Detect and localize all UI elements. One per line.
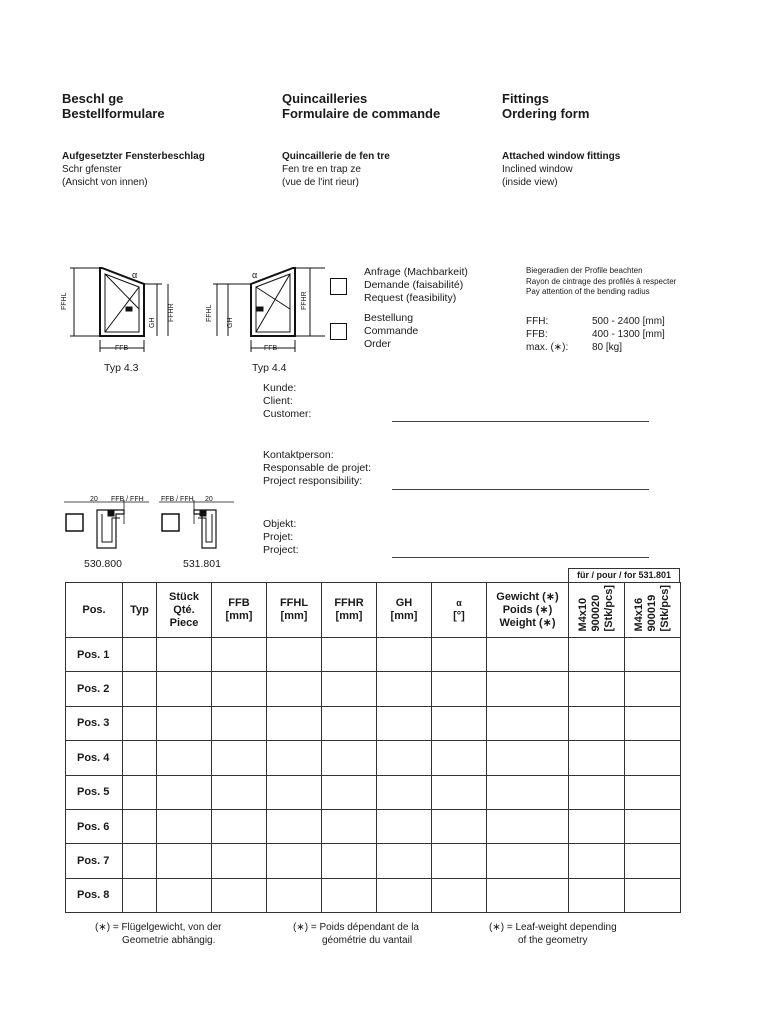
typ44-ffhl-label: FFHL [206, 304, 213, 322]
cell[interactable] [377, 809, 432, 843]
customer-en: Customer: [263, 408, 312, 420]
subheader-de-l2: Schr gfenster [62, 164, 122, 175]
customer-fr: Client: [263, 395, 293, 407]
footer-fr [293, 921, 419, 947]
subheader-fr-title: Quincaillerie de fen tre [282, 151, 390, 162]
typ43-ffhl-label: FFHL [61, 292, 68, 310]
table-note-header: für / pour / for 531.801 [568, 568, 680, 582]
col-gh-unit: [mm] [390, 610, 418, 622]
cell[interactable] [487, 741, 569, 775]
cell[interactable] [267, 638, 322, 672]
typ44-ffhr-label: FFHR [301, 291, 308, 310]
typ43-caption: Typ 4.3 [104, 362, 139, 374]
limit-ffh [526, 315, 686, 328]
row-pos-label: Pos. 6 [66, 809, 123, 843]
col-m4x10 [569, 583, 625, 638]
cell[interactable] [432, 672, 487, 706]
typ44-ffb-label: FFB [264, 345, 278, 352]
note-en: Pay attention of the bending radius [526, 287, 650, 296]
cell[interactable] [123, 672, 157, 706]
customer-input-line[interactable] [392, 421, 649, 422]
profile-530800-dim2: FFB / FFH [111, 496, 144, 503]
profile-530800-dim1: 20 [90, 496, 98, 503]
contact-en: Project responsibility: [263, 475, 363, 487]
table-row [66, 878, 681, 912]
request-checkbox[interactable] [330, 278, 347, 295]
col-ffhl-unit: [mm] [280, 610, 308, 622]
cell[interactable] [212, 706, 267, 740]
cell[interactable] [212, 672, 267, 706]
cell[interactable] [123, 775, 157, 809]
footer-fr-mark: (∗) = [293, 922, 317, 933]
request-fr: Demande (faisabilité) [364, 279, 464, 291]
window-diagrams [60, 262, 330, 380]
order-en: Order [364, 338, 391, 350]
cell[interactable] [625, 672, 681, 706]
limit-ffb-value: 400 - 1300 [mm] [592, 329, 665, 340]
col-qty-de: Stück [169, 590, 199, 603]
col-typ: Typ [123, 583, 157, 638]
row-pos-label: Pos. 7 [66, 844, 123, 878]
footer-de [95, 921, 222, 947]
cell[interactable] [157, 638, 212, 672]
cell[interactable] [487, 706, 569, 740]
customer-de: Kunde: [263, 382, 297, 394]
limits [526, 315, 686, 354]
cell[interactable] [322, 638, 377, 672]
subheader-fr [282, 150, 390, 189]
cell[interactable] [157, 706, 212, 740]
cell[interactable] [123, 741, 157, 775]
subheader-en-l2: Inclined window [502, 164, 573, 175]
cell[interactable] [487, 672, 569, 706]
cell[interactable] [267, 775, 322, 809]
cell[interactable] [625, 844, 681, 878]
col-m4x10-label: M4x10 900020 [Stk/pcs] [577, 584, 615, 632]
cell[interactable] [212, 844, 267, 878]
header-de [62, 91, 165, 121]
col-weight-fr: Poids (∗) [502, 603, 553, 616]
profile-diagrams [64, 490, 234, 552]
table-header-row [66, 583, 681, 638]
col-ffb [212, 583, 267, 638]
note-fr: Rayon de cintrage des profilés à respecter [526, 276, 677, 286]
typ43-gh-label: GH [149, 317, 156, 328]
cell[interactable] [569, 741, 625, 775]
cell[interactable] [322, 844, 377, 878]
col-ffb-name: FFB [228, 597, 250, 609]
cell[interactable] [212, 638, 267, 672]
cell[interactable] [212, 775, 267, 809]
col-qty-fr: Qté. [173, 603, 195, 616]
cell[interactable] [432, 878, 487, 912]
contact-input-line[interactable] [392, 489, 649, 490]
cell[interactable] [569, 672, 625, 706]
cell[interactable] [157, 844, 212, 878]
cell[interactable] [267, 878, 322, 912]
cell[interactable] [487, 775, 569, 809]
header-en-line2: Ordering form [502, 106, 590, 121]
col-qty [157, 583, 212, 638]
col-ffhl [267, 583, 322, 638]
table-row [66, 809, 681, 843]
contact-labels [263, 449, 371, 488]
cell[interactable] [625, 775, 681, 809]
cell[interactable] [322, 878, 377, 912]
cell[interactable] [569, 775, 625, 809]
cell[interactable] [377, 775, 432, 809]
row-pos-label: Pos. 4 [66, 741, 123, 775]
col-alpha-unit: [°] [453, 610, 465, 622]
cell[interactable] [377, 638, 432, 672]
cell[interactable] [212, 741, 267, 775]
cell[interactable] [322, 672, 377, 706]
cell[interactable] [267, 844, 322, 878]
footer-en-mark: (∗) = [489, 922, 513, 933]
footer-en [489, 921, 617, 947]
cell[interactable] [432, 844, 487, 878]
cell[interactable] [569, 878, 625, 912]
cell[interactable] [267, 706, 322, 740]
contact-de: Kontaktperson: [263, 449, 334, 461]
row-pos-label: Pos. 3 [66, 706, 123, 740]
subheader-de [62, 150, 205, 189]
cell[interactable] [123, 638, 157, 672]
cell[interactable] [432, 741, 487, 775]
header-en-line1: Fittings [502, 91, 549, 106]
cell[interactable] [322, 741, 377, 775]
cell[interactable] [322, 809, 377, 843]
profile-531801 [159, 500, 234, 548]
order-labels [364, 312, 418, 351]
cell[interactable] [123, 706, 157, 740]
cell[interactable] [377, 878, 432, 912]
limit-weight-value: 80 [kg] [592, 342, 623, 353]
limit-ffh-label: FFH: [526, 316, 549, 327]
cell[interactable] [322, 775, 377, 809]
col-alpha [432, 583, 487, 638]
row-pos-label: Pos. 5 [66, 775, 123, 809]
cell[interactable] [487, 638, 569, 672]
typ43-diagram [70, 268, 168, 352]
cell[interactable] [322, 706, 377, 740]
contact-fr: Responsable de projet: [263, 462, 371, 474]
limit-ffb-label: FFB: [526, 329, 548, 340]
row-pos-label: Pos. 2 [66, 672, 123, 706]
table-row [66, 844, 681, 878]
cell[interactable] [212, 809, 267, 843]
cell[interactable] [487, 809, 569, 843]
table-row [66, 775, 681, 809]
table-row [66, 672, 681, 706]
col-weight-de: Gewicht (∗) [496, 590, 559, 603]
cell[interactable] [267, 741, 322, 775]
col-ffhr [322, 583, 377, 638]
col-pos: Pos. [66, 583, 123, 638]
limit-weight [526, 341, 686, 354]
profile-531801-dim2: 20 [205, 496, 213, 503]
cell[interactable] [377, 672, 432, 706]
typ44-diagram [213, 268, 325, 352]
cell[interactable] [212, 878, 267, 912]
cell[interactable] [625, 809, 681, 843]
order-checkbox[interactable] [330, 323, 347, 340]
cell[interactable] [267, 809, 322, 843]
cell[interactable] [377, 741, 432, 775]
header-fr-line2: Formulaire de commande [282, 106, 441, 121]
footer-en-l1: Leaf-weight depending [515, 922, 617, 933]
project-en: Project: [263, 544, 299, 556]
cell[interactable] [157, 672, 212, 706]
order-table [65, 582, 681, 913]
request-labels [364, 266, 468, 305]
footer-fr-l1: Poids dépendant de la [319, 922, 419, 933]
profile-530800-code: 530.800 [84, 558, 122, 570]
cell[interactable] [569, 809, 625, 843]
cell[interactable] [487, 878, 569, 912]
subheader-en-l3: (inside view) [502, 177, 558, 188]
typ43-ffb-label: FFB [115, 345, 129, 352]
project-labels [263, 518, 299, 557]
limit-weight-label: max. (∗): [526, 342, 569, 353]
table-row [66, 741, 681, 775]
col-gh [377, 583, 432, 638]
cell[interactable] [625, 741, 681, 775]
header-fr-line1: Quincailleries [282, 91, 368, 106]
col-ffhr-name: FFHR [334, 597, 364, 609]
cell[interactable] [432, 638, 487, 672]
limit-ffb [526, 328, 686, 341]
col-weight-en: Weight (∗) [499, 616, 556, 629]
cell[interactable] [123, 844, 157, 878]
col-ffhl-name: FFHL [279, 597, 309, 609]
subheader-de-l3: (Ansicht von innen) [62, 177, 148, 188]
typ44-gh-label: GH [227, 317, 234, 328]
project-de: Objekt: [263, 518, 297, 530]
subheader-fr-l2: Fen tre en trap ze [282, 164, 361, 175]
subheader-fr-l3: (vue de l'int rieur) [282, 177, 359, 188]
cell[interactable] [625, 638, 681, 672]
note-de: Biegeradien der Profile beachten [526, 266, 643, 275]
cell[interactable] [625, 706, 681, 740]
col-ffb-unit: [mm] [225, 610, 253, 622]
row-pos-label: Pos. 1 [66, 638, 123, 672]
cell[interactable] [569, 844, 625, 878]
request-en: Request (feasibility) [364, 292, 457, 304]
col-weight [487, 583, 569, 638]
cell[interactable] [377, 706, 432, 740]
col-alpha-name: α [456, 598, 462, 608]
footer-de-l2: Geometrie abhängig. [122, 935, 216, 946]
col-m4x16-label: M4x16 900019 [Stk/pcs] [633, 584, 671, 632]
cell[interactable] [569, 638, 625, 672]
bending-notes [526, 266, 676, 298]
cell[interactable] [157, 775, 212, 809]
cell[interactable] [123, 878, 157, 912]
profile-530800 [64, 500, 149, 548]
cell[interactable] [432, 775, 487, 809]
profile-531801-dim1: FFB / FFH [161, 496, 194, 503]
col-qty-en: Piece [169, 616, 199, 629]
subheader-en [502, 150, 620, 189]
cell[interactable] [157, 878, 212, 912]
limit-ffh-value: 500 - 2400 [mm] [592, 316, 665, 327]
typ43-alpha-label: α [132, 270, 138, 280]
customer-labels [263, 382, 311, 421]
cell[interactable] [487, 844, 569, 878]
header-en [502, 91, 589, 121]
header-de-line1: Beschl ge [62, 91, 124, 106]
cell[interactable] [123, 809, 157, 843]
cell[interactable] [432, 809, 487, 843]
table-row [66, 706, 681, 740]
cell[interactable] [157, 809, 212, 843]
request-de: Anfrage (Machbarkeit) [364, 266, 468, 278]
order-de: Bestellung [364, 312, 414, 324]
cell[interactable] [267, 672, 322, 706]
header-fr [282, 91, 440, 121]
order-fr: Commande [364, 325, 419, 337]
footer-de-l1: Flügelgewicht, von der [121, 922, 222, 933]
col-m4x16 [625, 583, 681, 638]
footer-de-mark: (∗) = [95, 922, 119, 933]
row-pos-label: Pos. 8 [66, 878, 123, 912]
subheader-en-title: Attached window fittings [502, 151, 621, 162]
footer-fr-l2: géométrie du vantail [322, 935, 413, 946]
typ43-ffhr-label: FFHR [168, 303, 175, 322]
col-gh-name: GH [395, 597, 413, 609]
header-de-line2: Bestellformulare [62, 106, 165, 121]
typ44-caption: Typ 4.4 [252, 362, 287, 374]
footer-en-l2: of the geometry [518, 935, 588, 946]
cell[interactable] [569, 706, 625, 740]
cell[interactable] [377, 844, 432, 878]
cell[interactable] [625, 878, 681, 912]
project-input-line[interactable] [392, 557, 649, 558]
typ44-alpha-label: α [252, 270, 258, 280]
cell[interactable] [432, 706, 487, 740]
subheader-de-title: Aufgesetzter Fensterbeschlag [62, 151, 205, 162]
cell[interactable] [157, 741, 212, 775]
profile-531801-code: 531.801 [183, 558, 221, 570]
col-ffhr-unit: [mm] [335, 610, 363, 622]
project-fr: Projet: [263, 531, 294, 543]
table-row [66, 638, 681, 672]
